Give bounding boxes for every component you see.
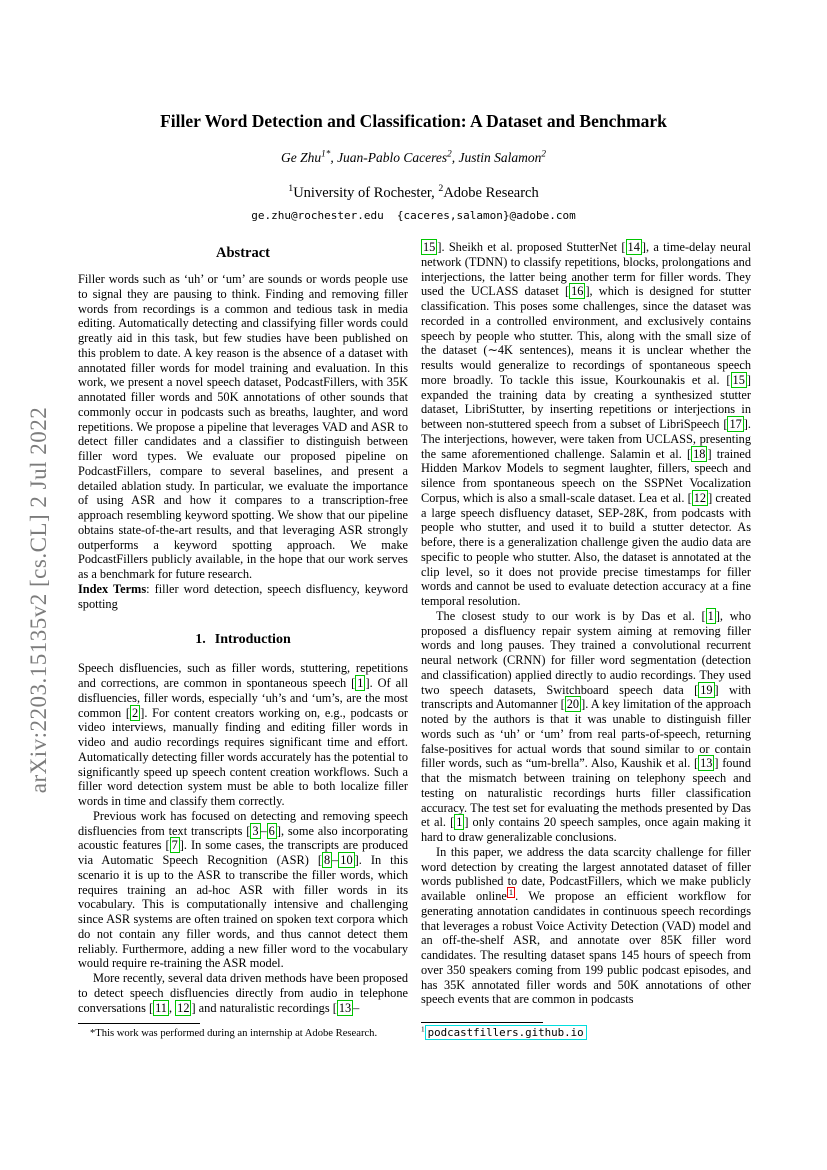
intro-paragraph: 15 ]. Sheikh et al. proposed StutterNet [ 14 ], a time-delay neural network (TDNN) to classify repetitions, blocks, prolongations and interjections, the latter being another term for filler words. They used the UCLASS dataset [ 16 ], which is designed for stutter classification. This poses some challenges, since the dataset was recorded in a controlled environment, and exclusively contains speech by people who stutter. This, along with the small size of the dataset (∼4K sentences), means it is unclear whether the results would generalize to recordings of spontaneous speech more broadly. To tackle this issue, Kourkounakis et al. [ 15 ] expanded the training data by creating a synthesized stutter dataset, LibriStutter, by inserting repetitions or interjections in between non-stuttered speech from a subset of LibriSpeech [ 17 ]. The interjections, however, were taken from UCLASS, presenting the same aforementioned challenge. Salamin et al. [ 18 ] trained Hidden Markov Models to segment laughter, fillers, speech and silence from spontaneous speech on the SSPNet Vocalization Corpus, which is also a small-scale dataset. Lea et al. [ 12 ] created a large speech disfluency dataset, SEP-28K, from podcasts with people who stutter, and used it to build a stutter detector. As before, there is a generalization challenge given the audio data are specific to people who stutter. Also, the dataset is annotated at the clip level, so it does not provide precise timestamps for filler words and cannot be used to evaluate detection accuracy at a fine temporal resolution.: [421, 240, 752, 608]
index-terms-list: : filler word detection, speech disfluency, keyword spotting: [78, 581, 408, 611]
index-terms: [78, 582, 408, 612]
left-column: [78, 240, 408, 1040]
footnote-left-block: [78, 1019, 408, 1040]
citation-link[interactable]: 7: [171, 838, 178, 853]
citation-link[interactable]: 17: [729, 417, 742, 431]
citation-link[interactable]: 19: [700, 682, 713, 697]
citation-link[interactable]: 13: [700, 756, 713, 771]
citation-link[interactable]: 1: [357, 676, 364, 690]
citation-link[interactable]: 2: [132, 705, 139, 720]
intro-paragraph: Previous work has focused on detecting and removing speech disfluencies from text transcripts [ 3 – 6 ], some also incorporating acoustic features [ 7 ]. In some cases, the transcripts are produced via Automatic Speech Recognition (ASR) [ 8 – 10 ]. In this scenario it is up to the ASR to transcribe the filler words, which requires training an ad-hoc ASR with filler words in its vocabulary. This is computationally intensive and challenging since ASR systems are often trained on spoken text corpora which do not contain any filler words, and thus cannot detect them reliably. Furthermore, adding a new filler word to the vocabulary would require re-training the ASR model.: [78, 808, 408, 971]
citation-link[interactable]: 13: [338, 1000, 352, 1015]
emails-line: ge.zhu@rochester.edu {caceres,salamon}@adobe.com: [251, 209, 576, 222]
footnote-rule: [78, 1023, 200, 1024]
citation-link[interactable]: 12: [693, 490, 707, 505]
citation-link[interactable]: 6: [268, 823, 275, 838]
footnote-left-text: *This work was performed during an internship at Adobe Research.: [90, 1028, 378, 1039]
paper-title: Filler Word Detection and Classification: A Dataset and Benchmark: [160, 111, 667, 131]
citation-link[interactable]: 1: [456, 815, 463, 830]
abstract-body: Filler words such as ‘uh’ or ‘um’ are sounds or words people use to signal they are pausing to think. Finding and removing filler words from recordings is a common and tedious task in media editing. Automatically detecting and classifying filler words could greatly aid in this task, but few studies have been published on this problem to date. A key reason is the absence of a dataset with annotated filler words for model training and evaluation. In this work, we present a novel speech dataset, PodcastFillers, with 35K annotated filler words and 50K annotations of other sounds that commonly occur in podcasts such as breaths, laughter, and word repetitions. We propose a pipeline that leverages VAD and ASR to detect filler candidates and a classifier to distinguish between filler word types. We evaluate our proposed pipeline on PodcastFillers, compare to several baselines, and present a detailed ablation study. In particular, we evaluate the importance of using ASR and how it compares to a transcription-free approach resembling keyword spotting. We show that our pipeline obtains state-of-the-art results, and that leveraging ASR strongly outperforms a keyword spotting approach. We make PodcastFillers publicly available, in the hope that our work serves as a benchmark for future research.: [78, 272, 408, 581]
abstract-heading: Abstract: [216, 245, 270, 261]
footnote-number: 1: [421, 1025, 425, 1034]
intro-paragraph: The closest study to our work is by Das et al. [ 1 ], who proposed a disfluency repair system aiming at removing filler words and long pauses. They trained a convolutional recurrent neural network (CRNN) for filler word segmentation (detection and classification) applied directly to audio recordings. They used two speech datasets, Switchboard speech data [ 19 ] with transcripts and Automanner [ 20 ]. A key limitation of the approach noted by the authors is that it was unable to distinguish filler words such as ‘uh’ or ‘um’ from real parts-of-speech, returning false-positives for actual words that sound similar to or contain filler words, such as “um-brella”. Also, Kaushik et al. [ 13 ] found that the mismatch between training on telephony speech and testing on naturalistic recordings hurts filler classification accuracy. The test set for evaluating the methods presented by Das et al. [ 1 ] only contains 20 speech samples, once again making it hard to draw generalizable conclusions.: [421, 608, 751, 844]
affiliation-line: $^1$University of Rochester, $^2$Adobe Research: [288, 183, 539, 201]
citation-link[interactable]: 11: [155, 1000, 167, 1015]
section-title: Introduction: [214, 632, 291, 648]
footnote-marker-link[interactable]: 1: [508, 887, 514, 897]
intro-paragraph: In this paper, we address the data scarcity challenge for filler word detection by creating the largest annotated dataset of filler words published to date, PodcastFillers, which we make publicly available online $^1$ . We propose an efficient workflow for generating annotation candidates in continuous speech recordings that leverages a robust Voice Activity Detection (VAD) model and an off-the-shelf ASR, and annotate over 85K filler word candidates. The resulting dataset spans 145 hours of speech from over 350 speakers coming from 199 public podcast episodes, and has 35K annotated filler words and 50K annotations of other speech events that are common in podcasts: [421, 844, 751, 1007]
citation-link[interactable]: 1: [707, 608, 714, 623]
citation-link[interactable]: 14: [627, 240, 640, 254]
podcastfillers-link[interactable]: podcastfillers.github.io: [425, 1025, 587, 1040]
citation-link[interactable]: 12: [177, 1000, 190, 1015]
introduction-heading: [78, 632, 408, 648]
section-number: 1.: [195, 632, 206, 648]
footnote-right-text: [421, 1026, 751, 1040]
footnote-right-block: [421, 1018, 751, 1040]
two-column-body: [78, 240, 751, 1040]
citation-link[interactable]: 20: [566, 697, 580, 712]
citation-link[interactable]: 16: [571, 284, 584, 299]
citation-link[interactable]: 8: [323, 853, 331, 867]
citation-link[interactable]: 10: [340, 853, 353, 867]
citation-link[interactable]: 18: [693, 446, 706, 461]
intro-paragraph: Speech disfluencies, such as filler words, stuttering, repetitions and corrections, are common in spontaneous speech [ 1 ]. Of all disfluencies, filler words, especially ‘uh’s and ‘um’s, are the most common [ 2 ]. For content creators working on, e.g., podcasts or video interviews, manually finding and editing filler words in video and audio recordings requires significant time and effort. Automatically detecting filler words accurately has the potential to significantly speed up speech content creation workflows. Such a filler word detection system must be able to both localize filler words in time and classify them correctly.: [78, 661, 408, 808]
arxiv-watermark: arXiv:2203.15135v2 [cs.CL] 2 Jul 2022: [26, 406, 51, 794]
index-terms-label: Index Terms: [78, 581, 147, 596]
citation-link[interactable]: 15: [732, 372, 745, 387]
citation-link[interactable]: 3: [252, 823, 259, 838]
authors-line: Ge Zhu$^{1*}$, Juan-Pablo Caceres$^2$, Justin Salamon$^2$: [281, 148, 546, 165]
citation-link[interactable]: 15: [423, 240, 436, 254]
right-column: [421, 240, 751, 1040]
intro-paragraph: More recently, several data driven methods have been proposed to detect speech disfluencies directly from audio in telephone conversations [ 11 , 12 ] and naturalistic recordings [ 13 –: [78, 971, 408, 1015]
footnote-rule: [421, 1022, 543, 1023]
